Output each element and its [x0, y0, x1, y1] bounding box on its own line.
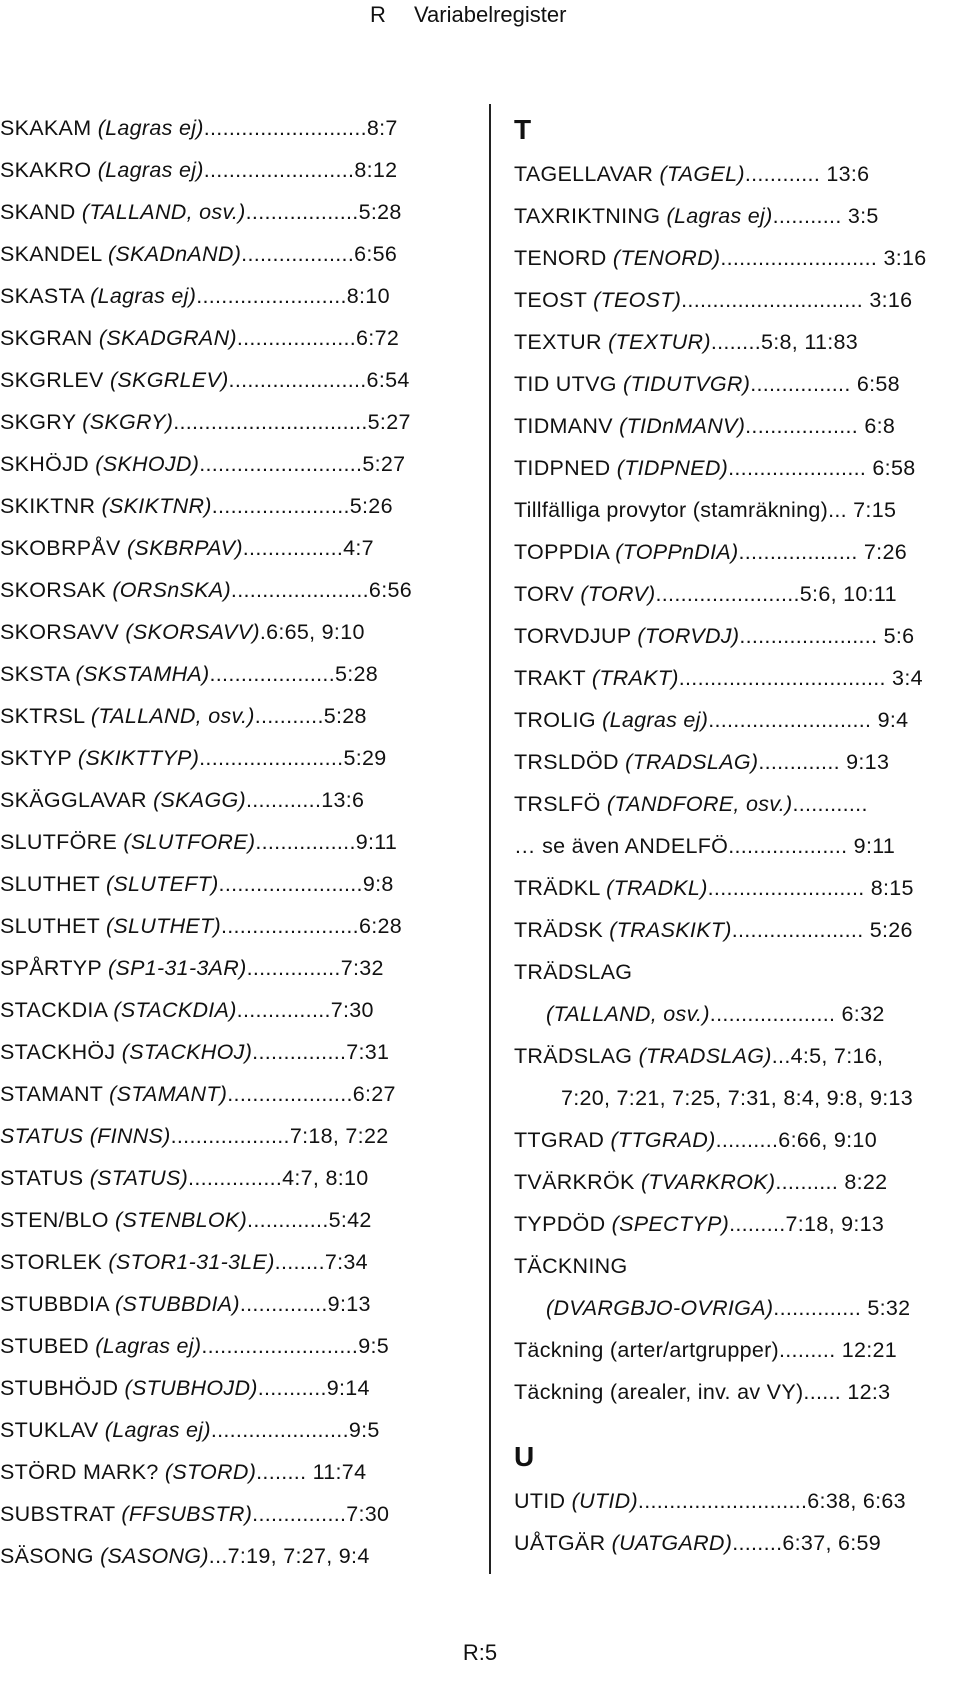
- index-entry: [514, 1119, 960, 1161]
- entry-page-ref: ...................6:72: [236, 326, 400, 350]
- entry-page-ref: ......................9:5: [210, 1418, 380, 1442]
- entry-term: SLUTHET: [0, 914, 106, 938]
- index-entry: [514, 405, 960, 447]
- entry-term: STORLEK: [0, 1250, 109, 1274]
- entry-variable: (SASONG): [100, 1544, 209, 1568]
- index-entry: [0, 401, 448, 443]
- entry-page-ref: ..................... 5:26: [731, 918, 913, 942]
- index-entry: [0, 611, 448, 653]
- entry-page-ref: .........7:18, 9:13: [729, 1212, 885, 1236]
- entry-page-ref: ...............7:31: [252, 1040, 390, 1064]
- index-entry: [0, 863, 448, 905]
- entry-variable: (STAMANT): [109, 1082, 228, 1106]
- entry-variable: (Lagras ej): [90, 284, 197, 308]
- entry-variable: (STORD): [164, 1460, 257, 1484]
- entry-variable: (STACKDIA): [113, 998, 237, 1022]
- index-entry: [0, 1115, 448, 1157]
- entry-page-ref: ..................6:56: [241, 242, 398, 266]
- entry-term: Täckning (arter/artgrupper): [514, 1338, 780, 1362]
- entry-term: 7:20, 7:21, 7:25, 7:31, 8:4, 9:8, 9:13: [560, 1086, 914, 1110]
- index-entry: [0, 569, 448, 611]
- entry-page-ref: ........... 3:5: [772, 204, 879, 228]
- entry-term: SUBSTRAT: [0, 1502, 122, 1526]
- index-entry: [0, 317, 448, 359]
- entry-page-ref: ...... 12:3: [803, 1380, 891, 1404]
- index-entry: [514, 153, 960, 195]
- entry-page-ref: ... 7:15: [828, 498, 897, 522]
- index-entry: [514, 321, 960, 363]
- index-entry: [0, 1493, 448, 1535]
- entry-term: TRSLDÖD: [514, 750, 626, 774]
- right-column: [514, 107, 960, 1564]
- entry-term: STUBBDIA: [0, 1292, 116, 1316]
- entry-variable: (UTID): [571, 1489, 638, 1513]
- entry-variable: (SKHOJD): [95, 452, 200, 476]
- entry-variable: (SKSTAMHA): [75, 662, 210, 686]
- entry-variable: (TVARKROK): [640, 1170, 776, 1194]
- entry-variable: (STACKHOJ): [121, 1040, 253, 1064]
- entry-page-ref: ...................7:18, 7:22: [170, 1124, 389, 1148]
- entry-variable: (TRAKT): [591, 666, 679, 690]
- section-heading: T: [514, 114, 532, 145]
- entry-term: SÄSONG: [0, 1544, 101, 1568]
- entry-variable: (SLUTFORE): [123, 830, 256, 854]
- index-entry: [0, 1241, 448, 1283]
- entry-term: TROLIG: [514, 708, 603, 732]
- entry-page-ref: .........................9:5: [201, 1334, 389, 1358]
- entry-page-ref: ................... 7:26: [738, 540, 907, 564]
- entry-page-ref: ......................... 8:15: [707, 876, 914, 900]
- entry-term: SLUTHET: [0, 872, 106, 896]
- entry-page-ref: ......................5:26: [211, 494, 393, 518]
- entry-term: TID UTVG: [514, 372, 624, 396]
- entry-page-ref: .6:65, 9:10: [259, 620, 365, 644]
- entry-page-ref: ................................. 3:4: [678, 666, 923, 690]
- index-entry: [0, 233, 448, 275]
- entry-term: TRÄDSLAG: [514, 960, 633, 984]
- index-entry: [0, 947, 448, 989]
- entry-page-ref: ..........6:66, 9:10: [715, 1128, 877, 1152]
- entry-page-ref: ......................6:54: [228, 368, 410, 392]
- entry-term: SKOBRPÅV: [0, 536, 127, 560]
- index-entry: [514, 993, 960, 1035]
- entry-variable: (SKGRLEV): [109, 368, 229, 392]
- index-entry: [0, 905, 448, 947]
- index-entry: [514, 1161, 960, 1203]
- index-entry: [0, 107, 448, 149]
- index-entry: [0, 1157, 448, 1199]
- index-entry: [514, 699, 960, 741]
- entry-page-ref: ....................5:28: [209, 662, 379, 686]
- entry-page-ref: ........6:37, 6:59: [732, 1531, 882, 1555]
- entry-variable: (Lagras ej): [97, 158, 204, 182]
- entry-page-ref: ......................6:28: [220, 914, 402, 938]
- entry-variable: (SKADGRAN): [98, 326, 237, 350]
- entry-term: TIDPNED: [514, 456, 617, 480]
- entry-term: STUBHÖJD: [0, 1376, 125, 1400]
- entry-term: SKORSAK: [0, 578, 113, 602]
- index-entry: [514, 909, 960, 951]
- index-entry: [0, 1535, 448, 1577]
- index-entry: [0, 1073, 448, 1115]
- entry-term: TVÄRKRÖK: [514, 1170, 641, 1194]
- spacer: [514, 1413, 960, 1434]
- entry-page-ref: ...............................5:27: [173, 410, 411, 434]
- entry-variable: (SKORSAVV): [125, 620, 260, 644]
- entry-term: SKORSAVV: [0, 620, 126, 644]
- entry-term: SKSTA: [0, 662, 76, 686]
- entry-variable: (TRADSLAG): [638, 1044, 772, 1068]
- entry-term: STAMANT: [0, 1082, 110, 1106]
- section-heading: U: [514, 1441, 535, 1472]
- entry-term: TEXTUR: [514, 330, 609, 354]
- entry-term: SKHÖJD: [0, 452, 96, 476]
- entry-term: TAGELLAVAR: [514, 162, 660, 186]
- entry-variable: (TANDFORE, osv.): [606, 792, 793, 816]
- index-entry: [514, 1077, 960, 1119]
- index-entry: [0, 485, 448, 527]
- entry-page-ref: ............................. 3:16: [681, 288, 913, 312]
- entry-term: TRSLFÖ: [514, 792, 607, 816]
- entry-term: STATUS: [0, 1166, 90, 1190]
- entry-term: TAXRIKTNING: [514, 204, 667, 228]
- page-title: Variabelregister: [414, 2, 567, 27]
- entry-term: TRÄDSLAG: [514, 1044, 639, 1068]
- entry-term: STÖRD MARK?: [0, 1460, 165, 1484]
- page-header: [370, 0, 566, 30]
- entry-page-ref: ...........................6:38, 6:63: [637, 1489, 906, 1513]
- entry-variable: (Lagras ej): [666, 204, 773, 228]
- entry-page-ref: ..............9:13: [239, 1292, 371, 1316]
- index-entry: [0, 1325, 448, 1367]
- entry-page-ref: .......... 8:22: [775, 1170, 888, 1194]
- entry-page-ref: ........................8:12: [203, 158, 398, 182]
- entry-page-ref: .................. 6:8: [745, 414, 896, 438]
- index-entry: [0, 989, 448, 1031]
- entry-term: TÄCKNING: [514, 1254, 628, 1278]
- index-entry: [0, 653, 448, 695]
- entry-term: TYPDÖD: [514, 1212, 612, 1236]
- entry-variable: (UATGARD): [611, 1531, 733, 1555]
- index-entry: [0, 1451, 448, 1493]
- entry-page-ref: ................9:11: [255, 830, 398, 854]
- entry-variable: (TTGRAD): [610, 1128, 716, 1152]
- entry-variable: (STENBLOK): [115, 1208, 248, 1232]
- entry-page-ref: .............. 5:32: [773, 1296, 911, 1320]
- entry-variable: (TIDUTVGR): [623, 372, 751, 396]
- entry-page-ref: ...............7:30: [236, 998, 374, 1022]
- entry-page-ref: ................... 9:11: [728, 834, 896, 858]
- entry-term: TRAKT: [514, 666, 592, 690]
- entry-page-ref: .......................... 9:4: [708, 708, 909, 732]
- entry-variable: (TEXTUR): [608, 330, 711, 354]
- entry-variable: (STOR1-31-3LE): [108, 1250, 275, 1274]
- entry-term: SPÅRTYP: [0, 956, 108, 980]
- entry-term: SKÄGGLAVAR: [0, 788, 154, 812]
- entry-term: SKGRLEV: [0, 368, 110, 392]
- entry-page-ref: ........5:8, 11:83: [710, 330, 859, 354]
- entry-page-ref: ........7:34: [274, 1250, 368, 1274]
- entry-variable: (TAGEL): [659, 162, 745, 186]
- entry-term: TORV: [514, 582, 581, 606]
- entry-variable: (SPECTYP): [611, 1212, 730, 1236]
- index-entry: [0, 149, 448, 191]
- index-entry: [514, 1480, 960, 1522]
- entry-page-ref: ..................5:28: [245, 200, 402, 224]
- entry-term: Täckning (arealer, inv. av VY): [514, 1380, 804, 1404]
- entry-variable: (TENORD): [612, 246, 721, 270]
- entry-term: TENORD: [514, 246, 613, 270]
- entry-variable: (SKBRPAV): [126, 536, 243, 560]
- entry-term: SLUTFÖRE: [0, 830, 124, 854]
- entry-term: SKIKTNR: [0, 494, 102, 518]
- entry-variable: (STATUS): [89, 1166, 189, 1190]
- entry-variable: (Lagras ej): [95, 1334, 202, 1358]
- entry-page-ref: ................4:7: [242, 536, 374, 560]
- entry-page-ref: ...................... 5:6: [739, 624, 915, 648]
- entry-page-ref: ...............7:32: [246, 956, 384, 980]
- left-column: [0, 107, 448, 1577]
- index-entry: [0, 359, 448, 401]
- entry-page-ref: ......................... 3:16: [720, 246, 927, 270]
- index-entry: [0, 1409, 448, 1451]
- entry-page-ref: ...............4:7, 8:10: [188, 1166, 369, 1190]
- index-entry: [514, 531, 960, 573]
- entry-variable: (TEOST): [593, 288, 682, 312]
- index-entry: [514, 279, 960, 321]
- entry-variable: (TALLAND, osv.): [90, 704, 255, 728]
- entry-page-ref: ...7:19, 7:27, 9:4: [208, 1544, 370, 1568]
- index-entry: [514, 825, 960, 867]
- entry-variable: (ORSnSKA): [112, 578, 231, 602]
- entry-term: … se även ANDELFÖ: [514, 834, 729, 858]
- index-entry: [0, 191, 448, 233]
- entry-term: STUBED: [0, 1334, 96, 1358]
- entry-term: Tillfälliga provytor (stamräkning): [514, 498, 829, 522]
- entry-variable: (SLUTHET): [105, 914, 221, 938]
- entry-page-ref: ......................6:56: [230, 578, 412, 602]
- entry-variable: (TALLAND, osv.): [546, 1002, 710, 1026]
- index-entry: [514, 447, 960, 489]
- entry-term: SKTRSL: [0, 704, 91, 728]
- entry-term: STUKLAV: [0, 1418, 105, 1442]
- entry-page-ref: ..........................5:27: [199, 452, 406, 476]
- index-entry: [514, 783, 960, 825]
- index-entry: [0, 443, 448, 485]
- entry-variable: (TORV): [580, 582, 656, 606]
- entry-variable: (SKAGG): [153, 788, 246, 812]
- entry-term: STEN/BLO: [0, 1208, 116, 1232]
- entry-page-ref: ............ 13:6: [744, 162, 870, 186]
- index-entry: [0, 821, 448, 863]
- index-entry: [514, 1287, 960, 1329]
- entry-variable: (TOPPnDIA): [615, 540, 739, 564]
- index-entry: [514, 363, 960, 405]
- entry-term: SKGRAN: [0, 326, 99, 350]
- entry-page-ref: .................... 6:32: [709, 1002, 885, 1026]
- index-entry: [0, 1283, 448, 1325]
- index-entry: [514, 1203, 960, 1245]
- entry-variable: (TRASKIKT): [609, 918, 732, 942]
- index-entry: [514, 1035, 960, 1077]
- index-entry: [0, 275, 448, 317]
- index-entry: [514, 237, 960, 279]
- entry-page-ref: ...............7:30: [252, 1502, 390, 1526]
- entry-page-ref: ............: [792, 792, 868, 816]
- entry-term: SKAKRO: [0, 158, 98, 182]
- entry-variable: (Lagras ej): [602, 708, 709, 732]
- index-entry: [514, 573, 960, 615]
- entry-variable: (DVARGBJO-OVRIGA): [546, 1296, 774, 1320]
- entry-page-ref: ..........................8:7: [203, 116, 398, 140]
- entry-page-ref: ................ 6:58: [750, 372, 900, 396]
- index-entry: [514, 1371, 960, 1413]
- entry-page-ref: ...................... 6:58: [728, 456, 916, 480]
- entry-variable: (SKIKTTYP): [77, 746, 200, 770]
- entry-term: SKAND: [0, 200, 82, 224]
- entry-variable: (SKADnAND): [107, 242, 242, 266]
- index-entry: [514, 1245, 960, 1287]
- entry-variable: (TORVDJ): [637, 624, 740, 648]
- index-entry: [514, 615, 960, 657]
- entry-variable: (STUBBDIA): [115, 1292, 240, 1316]
- index-entry: [0, 527, 448, 569]
- entry-term: TRÄDKL: [514, 876, 607, 900]
- index-entry: [514, 195, 960, 237]
- index-entry: [0, 1199, 448, 1241]
- entry-term: STACKDIA: [0, 998, 114, 1022]
- entry-variable: (TRADKL): [606, 876, 708, 900]
- entry-page-ref: ...........9:14: [257, 1376, 370, 1400]
- entry-variable: (TIDPNED): [616, 456, 729, 480]
- index-entry: [0, 1031, 448, 1073]
- index-entry: [514, 489, 960, 531]
- entry-page-ref: .......................5:6, 10:11: [655, 582, 897, 606]
- entry-term: STACKHÖJ: [0, 1040, 122, 1064]
- entry-page-ref: ....................6:27: [227, 1082, 396, 1106]
- index-entry: [514, 1522, 960, 1564]
- index-entry: [0, 737, 448, 779]
- entry-variable: (Lagras ej): [104, 1418, 211, 1442]
- index-entry: [514, 867, 960, 909]
- entry-variable: (STUBHOJD): [124, 1376, 258, 1400]
- index-entry: [0, 695, 448, 737]
- entry-term: SKGRY: [0, 410, 83, 434]
- entry-term: SKANDEL: [0, 242, 108, 266]
- index-entry: [0, 1367, 448, 1409]
- entry-variable: (TRADSLAG): [625, 750, 759, 774]
- section-letter: R: [370, 2, 386, 27]
- index-entry: [514, 1329, 960, 1371]
- entry-page-ref: ........................8:10: [196, 284, 390, 308]
- entry-variable: (SKGRY): [82, 410, 174, 434]
- entry-page-ref: ......... 12:21: [779, 1338, 898, 1362]
- entry-variable: (TALLAND, osv.): [81, 200, 246, 224]
- entry-term: UTID: [514, 1489, 572, 1513]
- entry-variable: (SKIKTNR): [101, 494, 212, 518]
- entry-variable: (TIDnMANV): [619, 414, 746, 438]
- entry-term: SKASTA: [0, 284, 91, 308]
- index-entry: [514, 657, 960, 699]
- page-number: R:5: [462, 1640, 498, 1665]
- entry-variable: (SLUTEFT): [105, 872, 219, 896]
- entry-page-ref: .......................9:8: [218, 872, 394, 896]
- entry-term: TEOST: [514, 288, 594, 312]
- entry-term: TOPPDIA: [514, 540, 616, 564]
- entry-term: SKTYP: [0, 746, 78, 770]
- column-divider: [489, 104, 491, 1574]
- entry-page-ref: .............5:42: [247, 1208, 372, 1232]
- entry-page-ref: ...4:5, 7:16,: [771, 1044, 884, 1068]
- entry-page-ref: ............13:6: [245, 788, 365, 812]
- index-entry: [514, 741, 960, 783]
- index-entry: [0, 779, 448, 821]
- entry-term: TORVDJUP: [514, 624, 638, 648]
- entry-page-ref: ............. 9:13: [758, 750, 890, 774]
- index-entry: [514, 951, 960, 993]
- entry-variable: STATUS (FINNS): [0, 1124, 171, 1148]
- entry-term: SKAKAM: [0, 116, 98, 140]
- entry-variable: (FFSUBSTR): [121, 1502, 253, 1526]
- entry-term: TTGRAD: [514, 1128, 611, 1152]
- entry-variable: (Lagras ej): [97, 116, 204, 140]
- entry-page-ref: .......................5:29: [199, 746, 387, 770]
- entry-variable: (SP1-31-3AR): [107, 956, 247, 980]
- entry-page-ref: ...........5:28: [254, 704, 367, 728]
- entry-term: TIDMANV: [514, 414, 620, 438]
- entry-term: TRÄDSK: [514, 918, 610, 942]
- entry-page-ref: ........ 11:74: [256, 1460, 367, 1484]
- entry-term: UÅTGÄR: [514, 1531, 612, 1555]
